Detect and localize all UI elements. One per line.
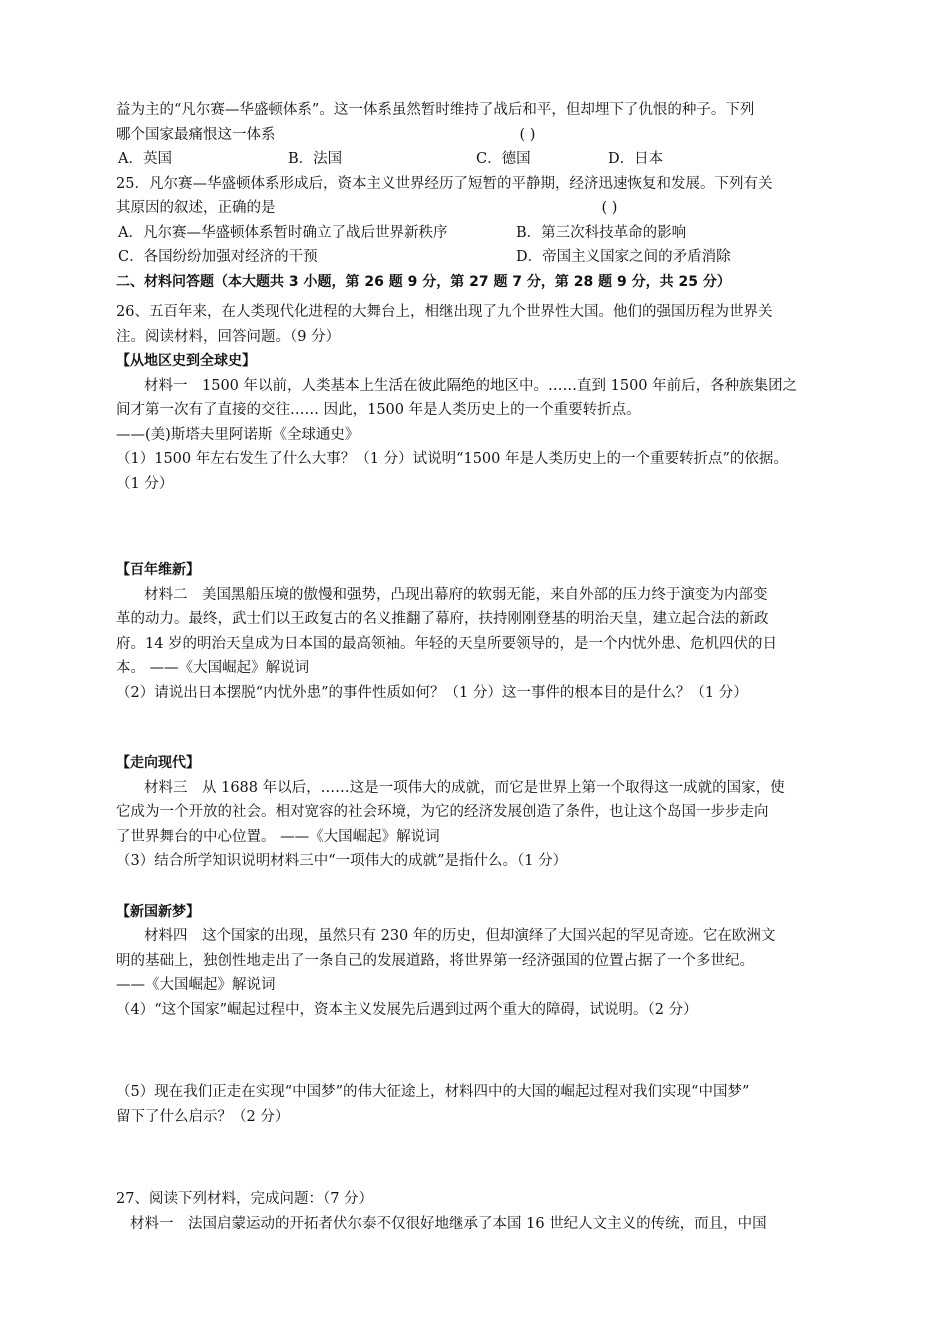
q25-options-row2 (116, 245, 886, 270)
q26-question5-line1: （5）现在我们正走在实现“中国梦”的伟大征途上，材料四中的大国的崛起过程对我们实现“中国梦” (116, 1084, 750, 1100)
q24-stem-line1: 益为主的“凡尔赛—华盛顿体系”。这一体系虽然暂时维持了战后和平，但却埋下了仇恨的种子。下列 (116, 102, 755, 118)
q26-block4-heading: 【新国新梦】 (116, 903, 200, 920)
q26-question4: （4）“这个国家”崛起过程中，资本主义发展先后遇到过两个重大的障碍，试说明。（2 分） (116, 1001, 698, 1018)
q26-material1-line2: 间才第一次有了直接的交往…… 因此，1500 年是人类历史上的一个重要转折点。 (116, 402, 641, 418)
q26-material4-line1: 材料四 这个国家的出现，虽然只有 230 年的历史，但却演绎了大国兴起的罕见奇迹。它在欧洲文 (144, 928, 776, 944)
q25-option-d: D．帝国主义国家之间的矛盾消除 (516, 249, 731, 265)
q26-material1-line1: 材料一 1500 年以前，人类基本上生活在彼此隔绝的地区中。……直到 1500 年前后，各种族集团之 (144, 377, 798, 394)
q25-option-b: B．第三次科技革命的影响 (516, 224, 687, 241)
q26-material2-line2: 革的动力。最终，武士们以王政复古的名义推翻了幕府，扶持刚刚登基的明治天皇，建立起合法的新政 (116, 611, 769, 627)
q25-stem-line1: 25．凡尔赛—华盛顿体系形成后，资本主义世界经历了短暂的平静期，经济迅速恢复和发展。下列有关 (116, 175, 773, 192)
answer-space-q2 (116, 705, 886, 751)
q25-options-row1 (116, 221, 886, 246)
q24-stem-text: 哪个国家最痛恨这一体系 (116, 126, 276, 143)
q26-block3-heading: 【走向现代】 (116, 755, 200, 771)
q26-question3: （3）结合所学知识说明材料三中“一项伟大的成就”是指什么。（1 分） (116, 853, 568, 869)
q26-block1-heading: 【从地区史到全球史】 (116, 353, 256, 369)
q26-material3-line1: 材料三 从 1688 年以后，……这是一项伟大的成就，而它是世界上第一个取得这一成就的国家，使 (144, 779, 785, 796)
q26-question5-line2: 留下了什么启示？（2 分） (116, 1108, 290, 1125)
answer-space-q4 (116, 1022, 886, 1080)
q26-material3-line2: 它成为一个开放的社会。相对宽容的社会环境，为它的经济发展创造了条件，也让这个岛国一步步走向 (116, 804, 769, 820)
q24-answer-paren: ( ) (519, 126, 536, 143)
q24-stem-line2 (116, 123, 886, 148)
answer-space-q1 (116, 496, 886, 558)
q25-stem-line2 (116, 196, 886, 221)
q24-options (116, 147, 886, 172)
q26-block2-heading: 【百年维新】 (116, 562, 200, 578)
q26-question2: （2）请说出日本摆脱“内忧外患”的事件性质如何？（1 分）这一事件的根本目的是什么？（1 分） (116, 684, 748, 701)
q26-material3-line3: 了世界舞台的中心位置。 ——《大国崛起》解说词 (116, 828, 440, 845)
q27-intro: 27、阅读下列材料，完成问题：（7 分） (116, 1191, 374, 1207)
q27-material1-line1: 材料一 法国启蒙运动的开拓者伏尔泰不仅很好地继承了本国 16 世纪人文主义的传统，而且，中国 (130, 1215, 767, 1232)
q24-option-b: B．法国 (288, 151, 343, 167)
q24-option-c: C．德国 (476, 151, 531, 167)
q24-option-a: A．英国 (118, 151, 172, 167)
section2-title: 二、材料问答题（本大题共 3 小题，第 26 题 9 分，第 27 题 7 分，第 28 题 9 分，共 25 分） (116, 273, 731, 290)
q26-intro-line2: 注。阅读材料，回答问题。（9 分） (116, 328, 341, 345)
q26-intro-line1: 26、五百年来，在人类现代化进程的大舞台上，相继出现了九个世界性大国。他们的强国历程为世界关 (116, 304, 773, 320)
q26-material1-source: ——(美)斯塔夫里阿诺斯《全球通史》 (116, 426, 360, 443)
answer-space-q5 (116, 1129, 886, 1187)
exam-page (116, 98, 886, 1236)
q25-option-a: A．凡尔赛—华盛顿体系暂时确立了战后世界新秩序 (118, 224, 448, 241)
q25-answer-paren: ( ) (601, 200, 618, 216)
answer-space-q3 (116, 874, 886, 900)
q25-stem-text: 其原因的叙述，正确的是 (116, 200, 276, 216)
q25-option-c: C．各国纷纷加强对经济的干预 (118, 249, 318, 265)
q26-material2-line3: 府。14 岁的明治天皇成为日本国的最高领袖。年轻的天皇所要领导的，是一个内忧外患、危机四伏的日 (116, 635, 778, 652)
q26-material4-source: ——《大国崛起》解说词 (116, 977, 276, 993)
q26-question1-line1: （1）1500 年左右发生了什么大事？（1 分）试说明“1500 年是人类历史上的一个重要转折点”的依据。 (116, 451, 788, 467)
q26-material4-line2: 明的基础上，独创性地走出了一条自己的发展道路，将世界第一经济强国的位置占据了一个多世纪。 (116, 952, 754, 969)
q26-question1-line2: （1 分） (116, 475, 174, 492)
q26-material2-line4: 本。 ——《大国崛起》解说词 (116, 660, 310, 676)
q24-option-d: D．日本 (608, 151, 664, 167)
q26-material2-line1: 材料二 美国黑船压境的傲慢和强势，凸现出幕府的软弱无能，来自外部的压力终于演变为内部变 (144, 586, 768, 603)
